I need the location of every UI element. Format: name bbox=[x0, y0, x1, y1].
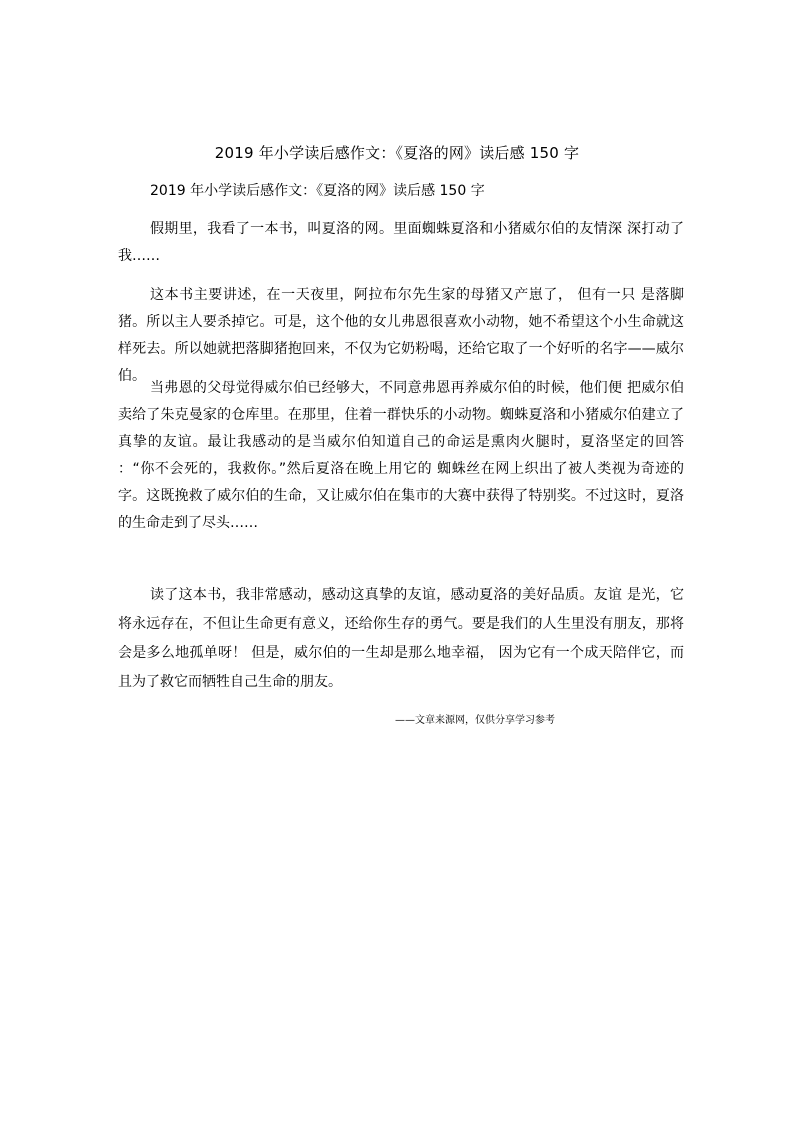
document-title: 2019 年小学读后感作文：《夏洛的网》读后感 150 字 bbox=[214, 144, 580, 162]
paragraph-3: 当弗恩的父母觉得威尔伯已经够大，不同意弗恩再养威尔伯的时候，他们便 把威尔伯卖给了朱克曼家的仓库里。在那里，住着一群快乐的小动物。蜘蛛夏洛和小猪威尔伯建立了真挚的友谊。最让我感动的是当威尔伯知道自己的命运是熏肉火腿时，夏洛坚定的回答 ：“你不会死的，我救你。”然后夏洛在晚上用它的 蜘蛛丝在网上织出了被人类视为奇迹的字。这既挽救了威尔伯的生命，又让威尔伯在集市的大赛中获得了特别奖。不过这时，夏洛的生命走到了尽头…… bbox=[118, 380, 684, 531]
document-subtitle: 2019 年小学读后感作文：《夏洛的网》读后感 150 字 bbox=[150, 183, 485, 199]
paragraph-2: 这本书主要讲述，在一天夜里，阿拉布尔先生家的母猪又产崽了， 但有一只 是落脚猪。所以主人要杀掉它。可是，这个他的女儿弗恩很喜欢小动物，她不希望这个小生命就这样死去。所以她就把落脚猪抱回来，不仅为它奶粉喝，还给它取了一个好听的名字——威尔伯。 bbox=[118, 287, 684, 384]
paragraph-4: 读了这本书，我非常感动，感动这真挚的友谊，感动夏洛的美好品质。友谊 是光，它将永远存在，不但让生命更有意义，还给你生存的勇气。要是我们的人生里没有朋友，那将会是多么地孤单呀！ 但是，威尔伯的一生却是那么地幸福， 因为它有一个成天陪伴它，而且为了救它而牺牲自己生命的朋友。 bbox=[118, 587, 684, 690]
paragraph-1: 假期里，我看了一本书，叫夏洛的网。里面蜘蛛夏洛和小猪威尔伯的友情深 深打动了我…… bbox=[118, 221, 684, 264]
source-note: ——文章来源网，仅供分享学习参考 bbox=[395, 715, 555, 726]
